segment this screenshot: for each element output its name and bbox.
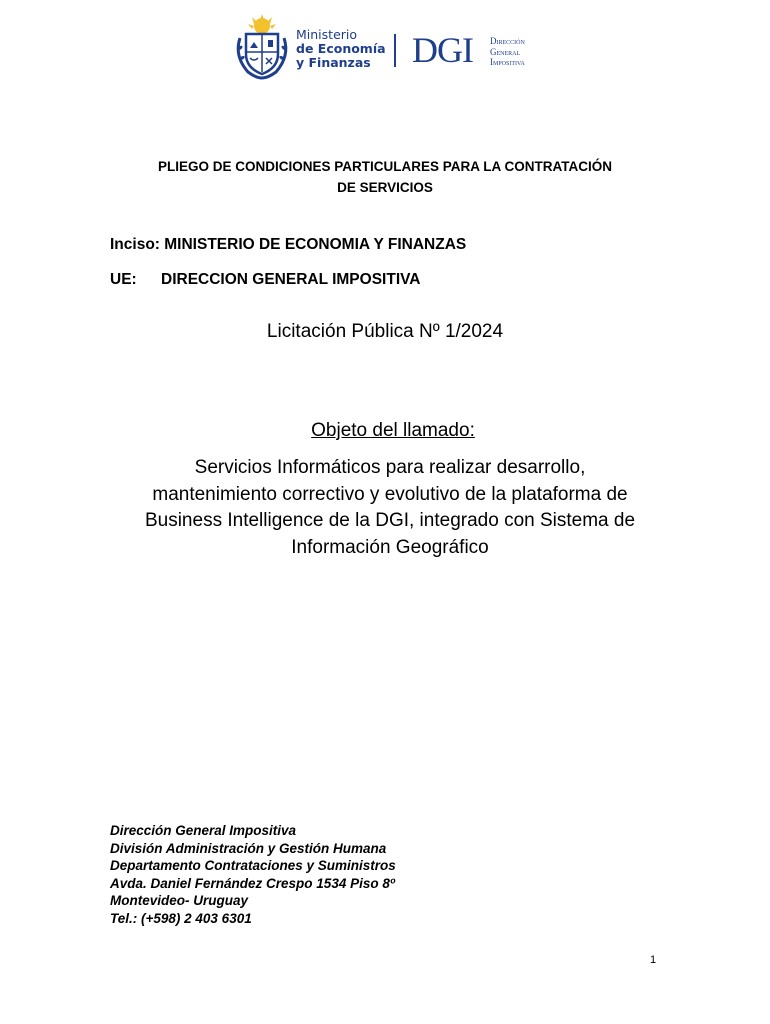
page-number: 1: [650, 954, 657, 966]
objeto-description: [105, 455, 675, 561]
dgi-logo: DGI: [412, 30, 473, 70]
objeto-line-4: Información Geográfico: [291, 536, 489, 558]
header-logos: [232, 14, 562, 84]
footer-line-1: Dirección General Impositiva: [110, 823, 297, 838]
uruguay-coat-of-arms-icon: [232, 14, 292, 80]
ue-line: [110, 271, 421, 289]
objeto-line-1: Servicios Informáticos para realizar desarrollo,: [194, 457, 586, 478]
dgi-sub-line-2: General: [490, 46, 521, 57]
dgi-logo-subtitle: [490, 36, 525, 68]
logo-divider: [394, 34, 396, 67]
footer-line-3: Departamento Contrataciones y Suministros: [110, 858, 396, 874]
ministry-logo-text: [296, 28, 386, 70]
footer-line-5: Montevideo- Uruguay: [110, 893, 249, 909]
inciso-line: Inciso: MINISTERIO DE ECONOMIA Y FINANZAS: [110, 236, 467, 253]
objeto-line-3: Business Intelligence de la DGI, integrado con Sistema de: [144, 510, 636, 531]
ministry-line-3: y Finanzas: [296, 55, 371, 70]
objeto-label: Objeto del llamado:: [311, 420, 475, 441]
licitacion-heading: Licitación Pública Nº 1/2024: [266, 321, 504, 342]
ue-label: UE:: [110, 271, 137, 288]
title-line-1: PLIEGO DE CONDICIONES PARTICULARES PARA LA CONTRATACIÓN: [157, 159, 612, 174]
footer-line-2: División Administración y Gestión Humana: [110, 840, 387, 856]
contact-footer: [110, 822, 396, 928]
footer-line-6: Tel.: (+598) 2 403 6301: [110, 910, 252, 926]
ministry-line-2: de Economía: [296, 41, 386, 56]
dgi-sub-line-3: Impositiva: [490, 57, 525, 67]
title-line-2: DE SERVICIOS: [337, 180, 433, 195]
dgi-sub-line-1: Dirección: [490, 36, 525, 46]
document-title: [100, 156, 670, 198]
ue-value: DIRECCION GENERAL IMPOSITIVA: [161, 271, 421, 288]
ministry-line-1: Ministerio: [296, 27, 358, 42]
objeto-line-2: mantenimiento correctivo y evolutivo de la plataforma de: [152, 483, 628, 505]
footer-line-4: Avda. Daniel Fernández Crespo 1534 Piso 8º: [110, 875, 395, 891]
